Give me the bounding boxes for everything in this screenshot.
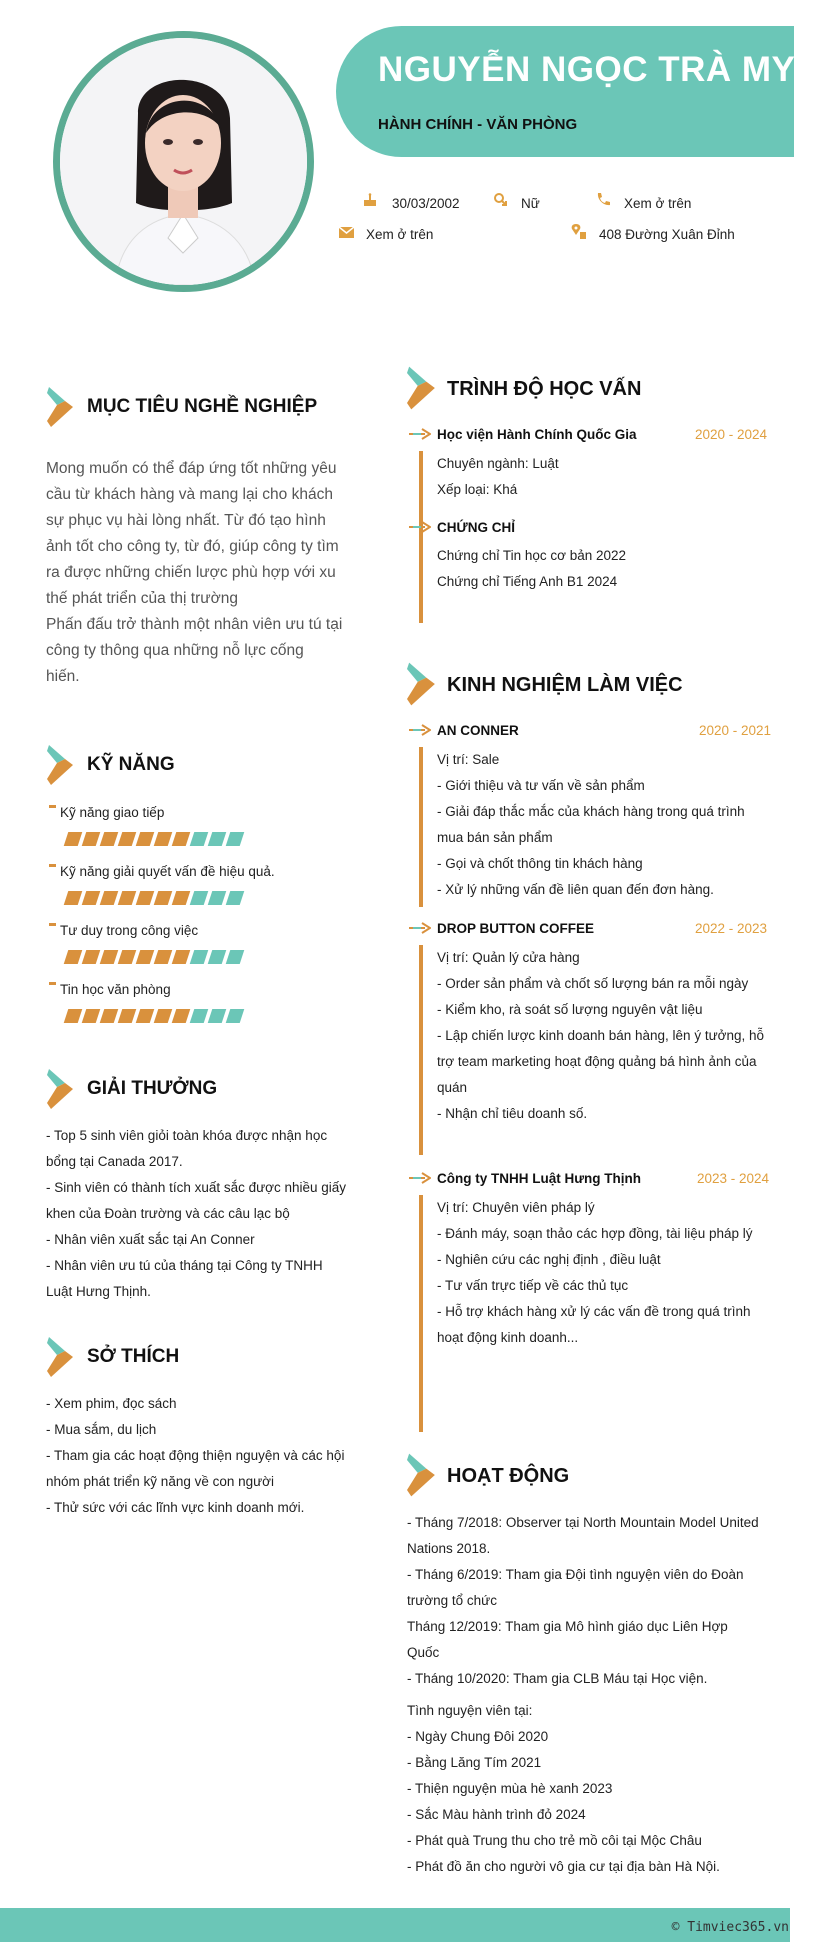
skill-bar — [66, 950, 242, 964]
skill-segment-empty — [226, 891, 245, 905]
hobby-line: nhóm phát triển kỹ năng về con người — [46, 1474, 275, 1489]
objective-title: MỤC TIÊU NGHỀ NGHIỆP — [87, 396, 318, 417]
skill-segment-filled — [172, 832, 191, 846]
map-pin-icon — [571, 224, 587, 241]
skill-segment-empty — [208, 950, 227, 964]
certificate-line: Chứng chỉ Tin học cơ bản 2022 — [437, 548, 627, 563]
job-line: trợ team marketing hoạt động quảng bá hình ảnh của — [437, 1054, 757, 1069]
skill-name: Tin học văn phòng — [60, 982, 171, 997]
skill-segment-filled — [136, 832, 155, 846]
skill-segment-empty — [208, 1009, 227, 1023]
arrow-bullet-icon — [409, 724, 431, 736]
activity-line: - Ngày Chung Đôi 2020 — [407, 1729, 549, 1744]
skill-segment-filled — [100, 832, 119, 846]
skill-name: Kỹ năng giao tiếp — [60, 805, 165, 820]
skill-segment-filled — [100, 1009, 119, 1023]
portrait-image — [60, 38, 307, 285]
award-line: khen của Đoàn trường và các câu lạc bộ — [46, 1206, 290, 1221]
skill-bar — [66, 1009, 242, 1023]
header-banner — [336, 26, 794, 157]
job-line: Vị trí: Quản lý cửa hàng — [437, 950, 580, 965]
activity-line: Tháng 12/2019: Tham gia Mô hình giáo dục Liên Hợp — [407, 1619, 728, 1634]
skill-segment-empty — [226, 832, 245, 846]
objective-line: ra được những chiến lược phù hợp với xu — [46, 564, 336, 581]
section-chevron-icon — [47, 1337, 75, 1377]
timeline-line — [419, 747, 423, 907]
certificates-list — [437, 543, 777, 595]
job-line: - Giới thiệu và tư vấn về sản phẩm — [437, 778, 645, 793]
skill-segment-empty — [190, 832, 209, 846]
objective-line: công ty thông qua những nỗ lực cống — [46, 642, 304, 659]
activity-line: - Tháng 6/2019: Tham gia Đội tình nguyện viên do Đoàn — [407, 1567, 744, 1582]
timeline-line — [419, 945, 423, 1155]
skill-segment-filled — [154, 950, 173, 964]
phone-value: Xem ở trên — [624, 196, 692, 211]
award-line: - Nhân viên xuất sắc tại An Conner — [46, 1232, 255, 1247]
education-details — [437, 451, 777, 503]
mail-icon — [339, 226, 354, 240]
job-line: hoạt động kinh doanh... — [437, 1330, 579, 1345]
hobby-line: - Thử sức với các lĩnh vực kinh doanh mới. — [46, 1500, 305, 1515]
phone-icon — [596, 192, 611, 209]
company-name: DROP BUTTON COFFEE — [437, 921, 595, 936]
job-line: Vị trí: Sale — [437, 752, 500, 767]
objective-line: Mong muốn có thể đáp ứng tốt những yêu — [46, 460, 337, 477]
activity-line: - Sắc Màu hành trình đỏ 2024 — [407, 1807, 586, 1822]
job-line: - Kiểm kho, rà soát số lượng nguyên vật liệu — [437, 1002, 703, 1017]
activity-line: - Phát đồ ăn cho người vô gia cư tại địa bàn Hà Nội. — [407, 1859, 720, 1874]
award-line: - Top 5 sinh viên giỏi toàn khóa được nhận học — [46, 1128, 328, 1143]
job-line: - Xử lý những vấn đề liên quan đến đơn hàng. — [437, 882, 714, 897]
education-title: TRÌNH ĐỘ HỌC VẤN — [447, 378, 642, 400]
activity-line: trường tổ chức — [407, 1593, 497, 1608]
objective-line: Phấn đấu trở thành một nhân viên ưu tú tại — [46, 616, 343, 633]
awards-title: GIẢI THƯỞNG — [87, 1078, 218, 1099]
skill-dash — [49, 923, 56, 926]
experience-title: KINH NGHIỆM LÀM VIỆC — [447, 674, 683, 696]
activity-line: - Tháng 7/2018: Observer tại North Mountain Model United — [407, 1515, 759, 1530]
timeline-line — [419, 451, 423, 623]
job-line: - Gọi và chốt thông tin khách hàng — [437, 856, 643, 871]
activity-line: Tình nguyện viên tại: — [407, 1703, 533, 1718]
award-line: - Nhân viên ưu tú của tháng tại Công ty TNHH — [46, 1258, 323, 1273]
awards-list — [46, 1123, 356, 1305]
skill-segment-empty — [208, 832, 227, 846]
job-line: - Đánh máy, soạn thảo các hợp đồng, tài liệu pháp lý — [437, 1226, 753, 1241]
section-chevron-icon — [407, 1453, 437, 1497]
job-line: - Hỗ trợ khách hàng xử lý các vấn đề trong quá trình — [437, 1304, 751, 1319]
skill-dash — [49, 805, 56, 808]
education-line: Chuyên ngành: Luật — [437, 456, 559, 471]
skill-segment-filled — [82, 891, 101, 905]
email-value: Xem ở trên — [366, 227, 434, 242]
profile-photo — [53, 31, 314, 292]
objective-line: ảnh tốt cho công ty, từ đó, giúp công ty tìm — [46, 538, 339, 555]
skill-segment-filled — [64, 891, 83, 905]
skill-name: Tư duy trong công việc — [60, 923, 199, 938]
activity-line: - Phát quà Trung thu cho trẻ mồ côi tại Mộc Châu — [407, 1833, 702, 1848]
skill-segment-filled — [172, 950, 191, 964]
arrow-bullet-icon — [409, 922, 431, 934]
award-line: bổng tại Canada 2017. — [46, 1154, 183, 1169]
hobbies-title: SỞ THÍCH — [87, 1346, 180, 1367]
hobby-line: - Xem phim, đọc sách — [46, 1396, 177, 1411]
job-line: - Giải đáp thắc mắc của khách hàng trong quá trình — [437, 804, 745, 819]
skill-segment-empty — [190, 891, 209, 905]
job-line: Vị trí: Chuyên viên pháp lý — [437, 1200, 595, 1215]
hobby-line: - Tham gia các hoạt động thiện nguyện và các hội — [46, 1448, 345, 1463]
job-line: - Order sản phẩm và chốt số lượng bán ra mỗi ngày — [437, 976, 749, 991]
objective-line: thế phát triển của thị trường — [46, 590, 239, 607]
skill-segment-filled — [136, 950, 155, 964]
hobbies-list — [46, 1391, 356, 1521]
skill-dash — [49, 982, 56, 985]
arrow-bullet-icon — [409, 1172, 431, 1184]
education-line: Xếp loại: Khá — [437, 482, 518, 497]
activities-title: HOẠT ĐỘNG — [447, 1465, 570, 1487]
gender-icon — [493, 192, 508, 210]
skills-title: KỸ NĂNG — [87, 754, 175, 775]
skill-segment-filled — [172, 891, 191, 905]
activity-line: - Thiện nguyện mùa hè xanh 2023 — [407, 1781, 613, 1796]
award-line: - Sinh viên có thành tích xuất sắc được nhiều giấy — [46, 1180, 347, 1195]
company-name: Công ty TNHH Luật Hưng Thịnh — [437, 1171, 641, 1186]
activities-list — [407, 1510, 777, 1880]
company-name: AN CONNER — [437, 723, 519, 738]
job-title: HÀNH CHÍNH - VĂN PHÒNG — [378, 116, 578, 133]
skill-dash — [49, 864, 56, 867]
skill-segment-filled — [118, 832, 137, 846]
skill-segment-filled — [154, 1009, 173, 1023]
skill-segment-empty — [190, 1009, 209, 1023]
job-line: - Tư vấn trực tiếp về các thủ tục — [437, 1278, 629, 1293]
skill-segment-filled — [118, 891, 137, 905]
skill-segment-filled — [118, 1009, 137, 1023]
skill-segment-empty — [226, 1009, 245, 1023]
footer-brand: © Timviec365.vn — [671, 1920, 789, 1935]
section-chevron-icon — [47, 387, 75, 427]
objective-line: hiến. — [46, 668, 80, 685]
school-name: Học viện Hành Chính Quốc Gia — [437, 427, 637, 442]
skill-segment-empty — [226, 950, 245, 964]
job-line: mua bán sản phẩm — [437, 830, 553, 845]
activity-line: - Tháng 10/2020: Tham gia CLB Máu tại Học viện. — [407, 1671, 708, 1686]
job-details — [437, 747, 777, 903]
job-line: - Nhận chỉ tiêu doanh số. — [437, 1106, 588, 1121]
activity-line: Nations 2018. — [407, 1541, 491, 1556]
activity-line: Quốc — [407, 1645, 440, 1660]
birthday-cake-icon — [363, 193, 377, 209]
job-years: 2020 - 2021 — [699, 723, 772, 738]
education-years: 2020 - 2024 — [695, 427, 768, 442]
skill-segment-filled — [82, 1009, 101, 1023]
skill-bar — [66, 832, 242, 846]
arrow-bullet-icon — [409, 521, 431, 533]
job-details — [437, 945, 777, 1127]
award-line: Luật Hưng Thịnh. — [46, 1284, 151, 1299]
activity-line: - Bằng Lăng Tím 2021 — [407, 1755, 542, 1770]
section-chevron-icon — [47, 1069, 75, 1109]
skill-segment-filled — [136, 1009, 155, 1023]
section-chevron-icon — [407, 662, 437, 706]
job-line: quán — [437, 1080, 468, 1095]
skill-segment-empty — [190, 950, 209, 964]
arrow-bullet-icon — [409, 428, 431, 440]
skill-segment-filled — [82, 832, 101, 846]
timeline-line — [419, 1195, 423, 1432]
skill-segment-empty — [208, 891, 227, 905]
gender-value: Nữ — [521, 196, 540, 211]
section-chevron-icon — [407, 366, 437, 410]
skill-segment-filled — [64, 832, 83, 846]
job-details — [437, 1195, 777, 1351]
objective-text — [46, 456, 356, 690]
job-years: 2022 - 2023 — [695, 921, 768, 936]
skill-segment-filled — [64, 1009, 83, 1023]
hobby-line: - Mua sắm, du lịch — [46, 1422, 157, 1437]
objective-line: sự phục vụ hài lòng nhất. Từ đó tạo hình — [46, 512, 326, 529]
skill-segment-filled — [154, 891, 173, 905]
birthday-value: 30/03/2002 — [392, 196, 460, 211]
certificates-title: CHỨNG CHỈ — [437, 520, 515, 535]
skill-segment-filled — [64, 950, 83, 964]
certificate-line: Chứng chỉ Tiếng Anh B1 2024 — [437, 574, 618, 589]
full-name: NGUYỄN NGỌC TRÀ MY — [378, 50, 796, 89]
skill-bar — [66, 891, 242, 905]
skill-segment-filled — [172, 1009, 191, 1023]
skill-segment-filled — [100, 891, 119, 905]
job-years: 2023 - 2024 — [697, 1171, 770, 1186]
skill-segment-filled — [136, 891, 155, 905]
skill-segment-filled — [118, 950, 137, 964]
job-line: - Lập chiến lược kinh doanh bán hàng, lên ý tưởng, hỗ — [437, 1028, 764, 1043]
address-value: 408 Đường Xuân Đỉnh — [599, 227, 735, 242]
objective-line: cầu từ khách hàng và mang lại cho khách — [46, 486, 333, 503]
job-line: - Nghiên cứu các nghị định , điều luật — [437, 1252, 661, 1267]
skill-segment-filled — [154, 832, 173, 846]
skill-segment-filled — [82, 950, 101, 964]
skill-name: Kỹ năng giải quyết vấn đề hiệu quả. — [60, 864, 275, 879]
section-chevron-icon — [47, 745, 75, 785]
skill-segment-filled — [100, 950, 119, 964]
